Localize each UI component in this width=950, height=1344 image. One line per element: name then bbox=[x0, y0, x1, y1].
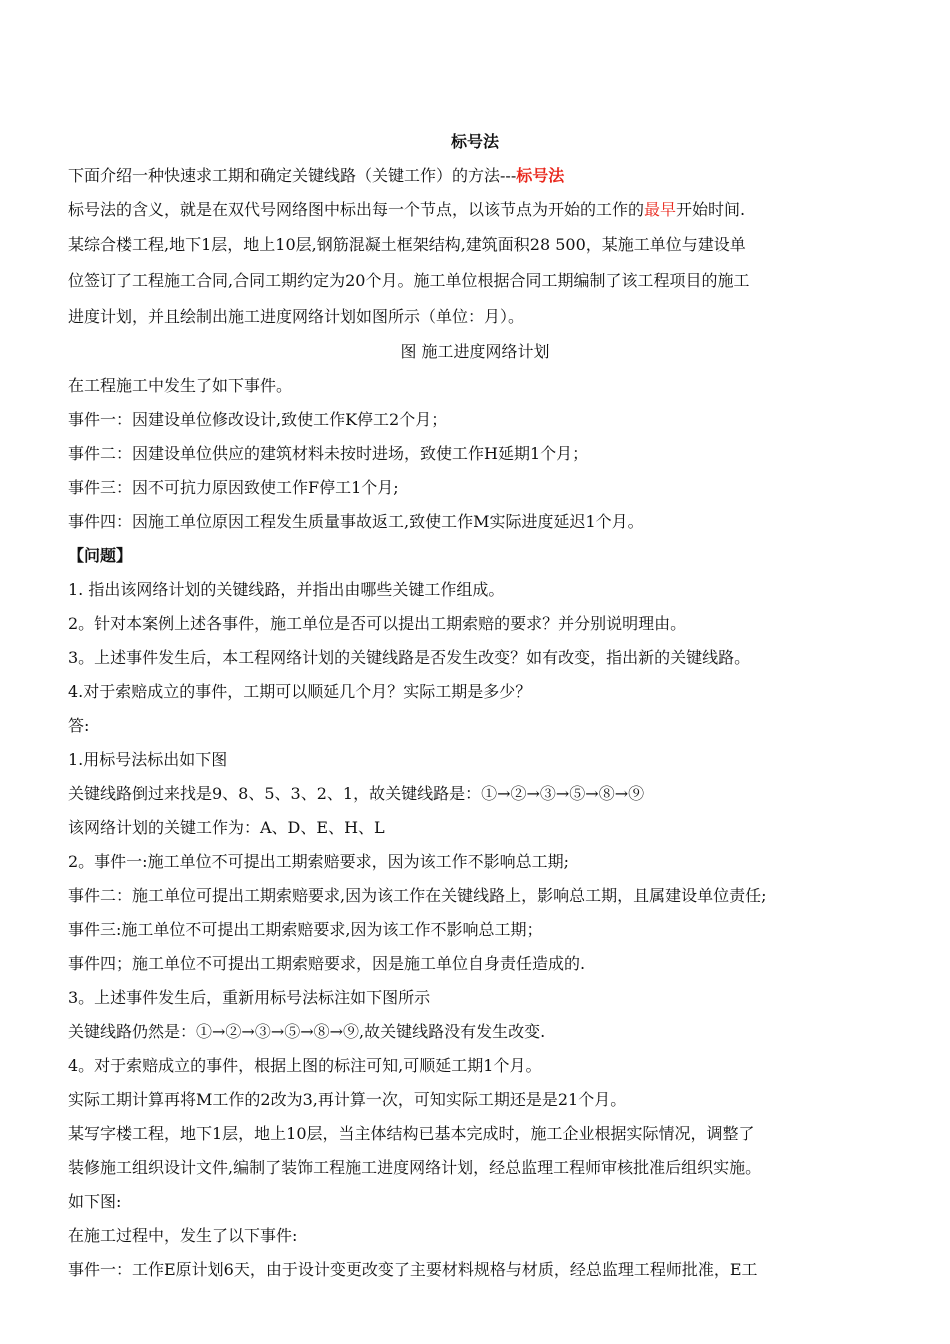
answer-line: 关键线路倒过来找是9、8、5、3、2、1，故关键线路是：①→②→③→⑤→⑧→⑨ bbox=[68, 784, 645, 803]
case2-paragraph-line: 如下图: bbox=[68, 1192, 122, 1211]
answer-label: 答: bbox=[68, 716, 90, 735]
definition-before: 标号法的含义，就是在双代号网络图中标出每一个节点，以该节点为开始的工作的 bbox=[68, 200, 645, 219]
case2-event-item: 事件一：工作E原计划6天，由于设计变更改变了主要材料规格与材质，经总监理工程师批准，E工 bbox=[68, 1260, 758, 1279]
answer-line: 4。对于索赔成立的事件，根据上图的标注可知,可顺延工期1个月。 bbox=[68, 1056, 542, 1075]
answer-line: 1.用标号法标出如下图 bbox=[68, 750, 228, 769]
intro-paragraph bbox=[68, 165, 890, 187]
answer-line: 事件四；施工单位不可提出工期索赔要求，因是施工单位自身责任造成的. bbox=[68, 954, 586, 973]
definition-highlight: 最早 bbox=[644, 200, 677, 219]
question-item: 2。针对本案例上述各事件，施工单位是否可以提出工期索赔的要求？并分别说明理由。 bbox=[68, 614, 687, 633]
answer-line: 实际工期计算再将M工作的2改为3,再计算一次，可知实际工期还是是21个月。 bbox=[68, 1090, 627, 1109]
answer-line: 3。上述事件发生后，重新用标号法标注如下图所示 bbox=[68, 988, 431, 1007]
event-item: 事件二：因建设单位供应的建筑材料未按时进场，致使工作H延期1个月； bbox=[68, 444, 589, 463]
case2-paragraph-line: 某写字楼工程，地下1层，地上10层，当主体结构已基本完成时，施工企业根据实际情况，调整了 bbox=[68, 1124, 755, 1143]
answer-line: 2。事件一:施工单位不可提出工期索赔要求，因为该工作不影响总工期; bbox=[68, 852, 569, 871]
document-title: 标号法 bbox=[450, 132, 499, 151]
case1-paragraph-line: 位签订了工程施工合同,合同工期约定为20个月。施工单位根据合同工期编制了该工程项目的施工 bbox=[68, 271, 750, 290]
answer-line: 关键线路仍然是：①→②→③→⑤→⑧→⑨,故关键线路没有发生改变. bbox=[68, 1022, 546, 1041]
figure-caption: 图 施工进度网络计划 bbox=[400, 342, 550, 361]
definition-paragraph bbox=[68, 199, 890, 221]
question-item: 1. 指出该网络计划的关键线路，并指出由哪些关键工作组成。 bbox=[68, 580, 505, 599]
question-item: 3。上述事件发生后，本工程网络计划的关键线路是否发生改变？如有改变，指出新的关键线路。 bbox=[68, 648, 751, 667]
answer-line: 事件二：施工单位可提出工期索赔要求,因为该工作在关键线路上，影响总工期，且属建设单位责任; bbox=[68, 886, 767, 905]
answer-line: 事件三:施工单位不可提出工期索赔要求,因为该工作不影响总工期； bbox=[68, 920, 543, 939]
event-item: 事件四：因施工单位原因工程发生质量事故返工,致使工作M实际进度延迟1个月。 bbox=[68, 512, 644, 531]
events-intro: 在工程施工中发生了如下事件。 bbox=[68, 376, 293, 395]
answer-line: 该网络计划的关键工作为：A、D、E、H、L bbox=[68, 818, 385, 837]
intro-text: 下面介绍一种快速求工期和确定关键线路（关键工作）的方法--- bbox=[68, 166, 517, 185]
case2-events-intro: 在施工过程中，发生了以下事件: bbox=[68, 1226, 298, 1245]
event-item: 事件三：因不可抗力原因致使工作F停工1个月; bbox=[68, 478, 399, 497]
case1-paragraph-line: 进度计划，并且绘制出施工进度网络计划如图所示（单位：月）。 bbox=[68, 307, 525, 326]
case2-paragraph-line: 装修施工组织设计文件,编制了装饰工程施工进度网络计划，经总监理工程师审核批准后组织实施。 bbox=[68, 1158, 762, 1177]
case1-paragraph-line: 某综合楼工程,地下1层，地上10层,钢筋混凝土框架结构,建筑面积28 500，某施工单位与建设单 bbox=[68, 235, 746, 254]
question-item: 4.对于索赔成立的事件，工期可以顺延几个月？实际工期是多少？ bbox=[68, 682, 532, 701]
questions-header: 【问题】 bbox=[68, 546, 133, 565]
intro-highlight: 标号法 bbox=[516, 166, 565, 185]
definition-after: 开始时间. bbox=[676, 200, 746, 219]
event-item: 事件一：因建设单位修改设计,致使工作K停工2个月； bbox=[68, 410, 448, 429]
